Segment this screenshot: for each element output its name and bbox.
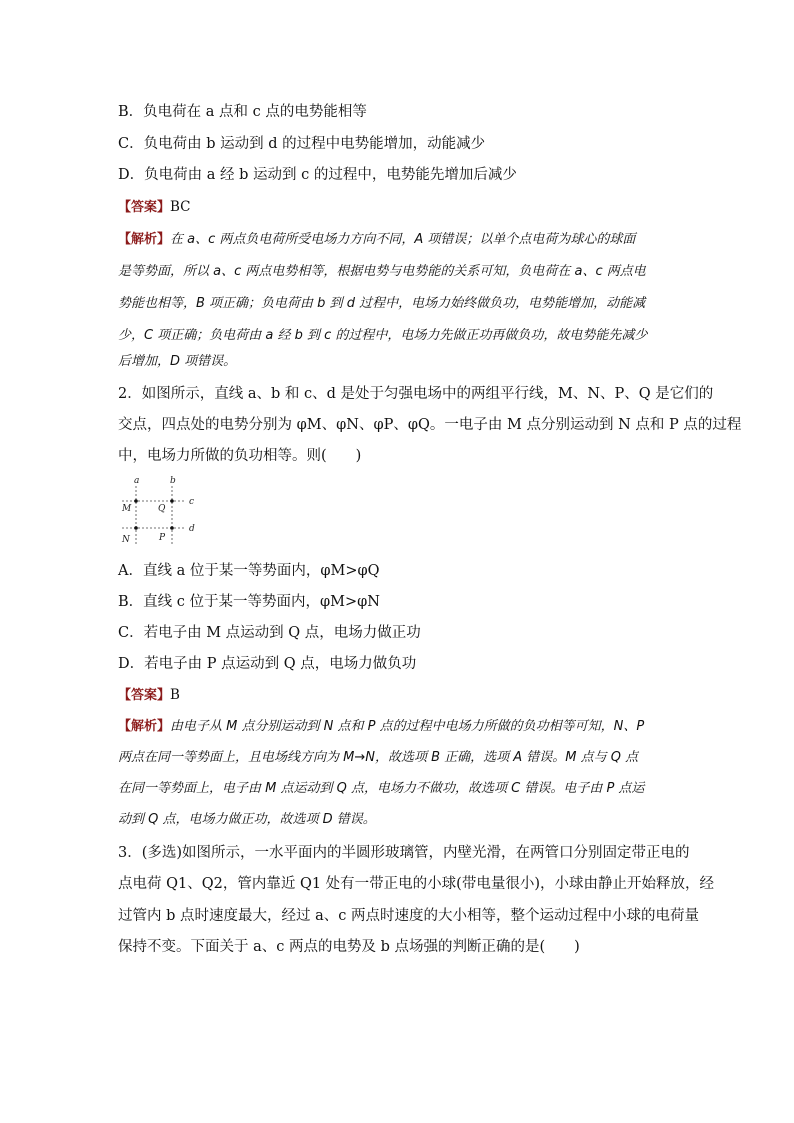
q1-analysis-line-4: 少，C 项正确；负电荷由 a 经 b 到 c 的过程中，电场力先做正功再做负功，故电势能先减少 xyxy=(118,328,648,343)
q2-option-a: A．直线 a 位于某一等势面内，φM>φQ xyxy=(118,563,380,579)
label-c: c xyxy=(189,497,195,507)
q2-analysis-line-2: 两点在同一等势面上，且电场线方向为 M→N，故选项 B 正确，选项 A 错误。M 点与 Q 点 xyxy=(118,750,639,765)
q2-analysis-line-3: 在同一等势面上，电子由 M 点运动到 Q 点，电场力不做功，故选项 C 错误。电子由 P 点运 xyxy=(118,781,645,796)
point-m xyxy=(134,499,138,503)
q2-analysis-line-1: 【解析】由电子从 M 点分别运动到 N 点和 P 点的过程中电场力所做的负功相等可知，N、P xyxy=(118,719,645,734)
q1-option-c: C．负电荷由 b 运动到 d 的过程中电势能增加，动能减少 xyxy=(118,136,486,152)
label-q: Q xyxy=(158,504,166,514)
answer-tag: 【答案】 xyxy=(118,200,171,215)
q2-stem-line-3: 中，电场力所做的负功相等。则( ) xyxy=(118,448,362,464)
analysis-tag: 【解析】 xyxy=(118,232,171,247)
q2-option-b: B．直线 c 位于某一等势面内，φM>φN xyxy=(118,594,380,610)
label-b: b xyxy=(170,476,176,486)
point-q xyxy=(170,499,174,503)
label-a: a xyxy=(134,476,140,486)
point-p xyxy=(170,526,174,530)
q2-answer xyxy=(118,685,180,706)
answer-value: B xyxy=(170,687,180,703)
q3-stem-line-4: 保持不变。下面关于 a、c 两点的电势及 b 点场强的判断正确的是( ) xyxy=(118,939,580,955)
answer-tag: 【答案】 xyxy=(118,688,171,703)
q2-option-d: D．若电子由 P 点运动到 Q 点，电场力做负功 xyxy=(118,656,417,672)
label-p: P xyxy=(159,533,166,543)
q1-option-b: B．负电荷在 a 点和 c 点的电势能相等 xyxy=(118,104,367,120)
parallel-lines-figure xyxy=(118,476,208,548)
q2-stem-line-2: 交点，四点处的电势分别为 φM、φN、φP、φQ。一电子由 M 点分别运动到 N 点和 P 点的过程 xyxy=(118,417,742,433)
q2-stem-line-1: 2．如图所示，直线 a、b 和 c、d 是处于匀强电场中的两组平行线，M、N、P、Q 是它们的 xyxy=(118,386,714,402)
point-n xyxy=(134,526,138,530)
q3-stem-line-3: 过管内 b 点时速度最大，经过 a、c 两点时速度的大小相等，整个运动过程中小球的电荷量 xyxy=(118,908,699,924)
label-m: M xyxy=(122,504,132,514)
analysis-tag: 【解析】 xyxy=(118,719,171,734)
q2-option-c: C．若电子由 M 点运动到 Q 点，电场力做正功 xyxy=(118,625,421,641)
q1-answer xyxy=(118,197,191,218)
q1-option-d: D．负电荷由 a 经 b 运动到 c 的过程中，电势能先增加后减少 xyxy=(118,167,517,183)
q1-analysis-line-2: 是等势面，所以 a、c 两点电势相等，根据电势与电势能的关系可知，负电荷在 a、c 两点电 xyxy=(118,264,646,279)
answer-value: BC xyxy=(170,199,191,215)
q3-stem-line-2: 点电荷 Q1、Q2，管内靠近 Q1 处有一带正电的小球(带电量很小)，小球由静止开始释放，经 xyxy=(118,876,714,892)
q3-stem-line-1: 3．(多选)如图所示，一水平面内的半圆形玻璃管，内壁光滑，在两管口分别固定带正电的 xyxy=(118,845,690,861)
q1-analysis-line-5: 后增加，D 项错误。 xyxy=(118,354,237,369)
q2-analysis-line-4: 动到 Q 点，电场力做正功，故选项 D 错误。 xyxy=(118,812,376,827)
q1-analysis-line-1: 【解析】在 a、c 两点负电荷所受电场力方向不同，A 项错误；以单个点电荷为球心的球面 xyxy=(118,232,636,247)
label-d: d xyxy=(189,524,195,534)
q1-analysis-line-3: 势能也相等，B 项正确；负电荷由 b 到 d 过程中，电场力始终做负功，电势能增加，动能减 xyxy=(118,296,646,311)
label-n: N xyxy=(122,535,130,545)
